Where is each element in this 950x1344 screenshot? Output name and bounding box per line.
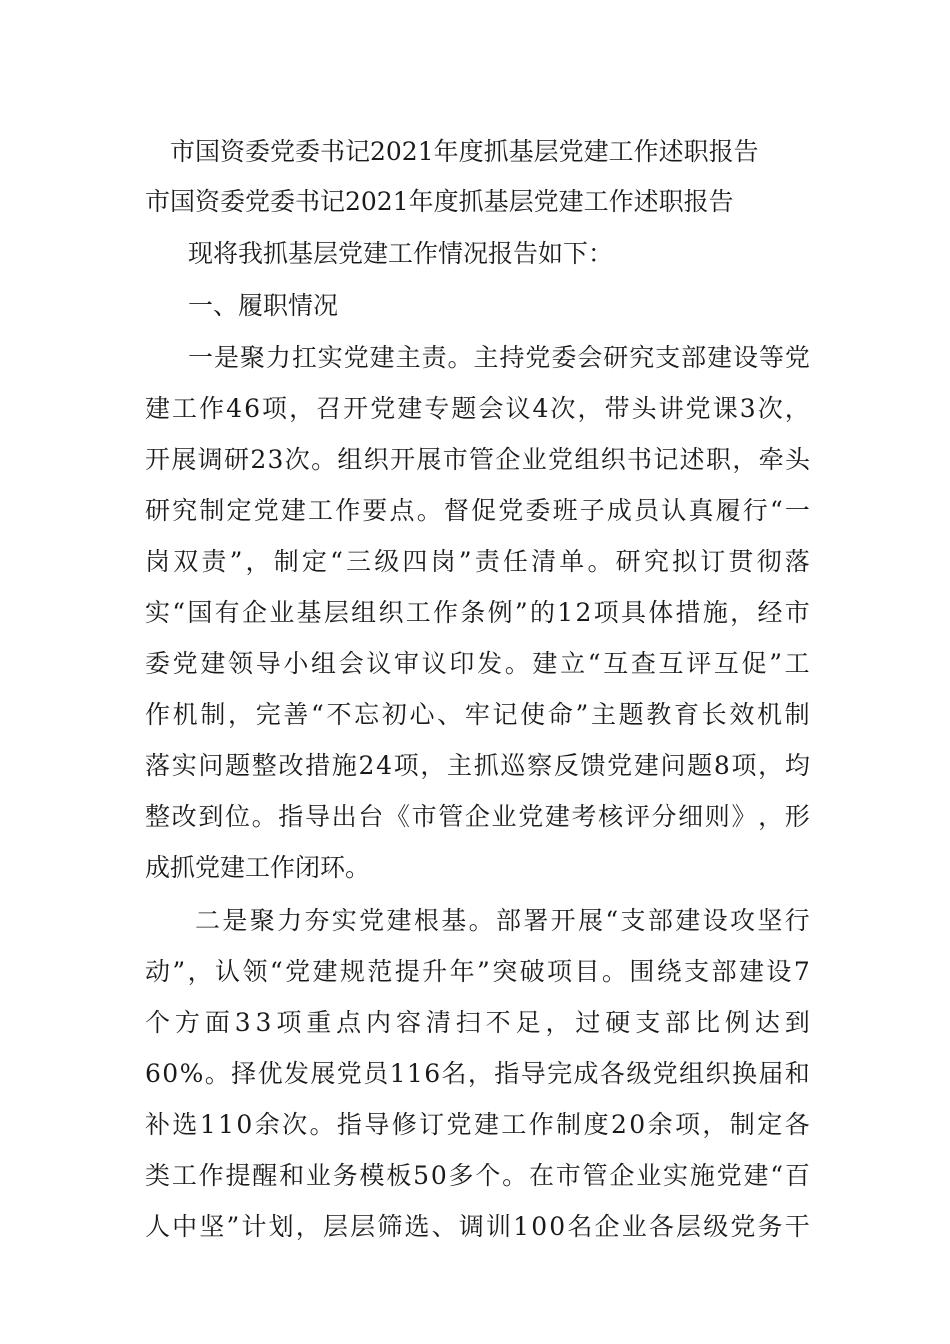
paragraph-2-line: 二 是 聚 力 夯 实 党 建 根 基 。 部 署 开 展 “ 支 部 建 设 攻 坚 行	[195, 906, 810, 935]
paragraph-1-line: 开 展 调 研 2 3 次 。 组 织 开 展 市 管 企 业 党 组 织 书 记 述 职 ， 牵 头	[145, 445, 810, 474]
section-heading: 一、履职情况	[188, 291, 339, 320]
paragraph-2-line: 个 方 面 3 3 项 重 点 内 容 清 扫 不 足 ， 过 硬 支 部 比 例 达 到	[145, 1008, 810, 1037]
paragraph-1-line: 作 机 制 ， 完 善 “ 不 忘 初 心 、 牢 记 使 命 ” 主 题 教 育 长 效 机 制	[145, 700, 810, 729]
intro-text: 现将我抓基层党建工作情况报告如下：	[188, 239, 614, 268]
paragraph-1-line: 落 实 问 题 整 改 措 施 2 4 项 ， 主 抓 巡 察 反 馈 党 建 问 题 8 项 ， 均	[145, 751, 810, 780]
paragraph-2-line: 补 选 1 1 0 余 次 。 指 导 修 订 党 建 工 作 制 度 2 0 余 项 ， 制 定 各	[145, 1110, 810, 1139]
paragraph-1-line: 成抓党建工作闭环。	[145, 853, 371, 882]
paragraph-2-line: 类 工 作 提 醒 和 业 务 模 板 5 0 多 个 。 在 市 管 企 业 实 施 党 建 “ 百	[145, 1161, 810, 1190]
paragraph-1-line: 岗 双 责 ” ， 制 定 “ 三 级 四 岗 ” 责 任 清 单 。 研 究 拟 订 贯 彻 落	[145, 547, 810, 576]
document-title-line-2: 市国资委党委书记2021年度抓基层党建工作述职报告	[145, 187, 734, 216]
paragraph-1-line: 整 改 到 位 。 指 导 出 台 《 市 管 企 业 党 建 考 核 评 分 细 则 》 ， 形	[145, 802, 810, 831]
paragraph-2-line: 动 ” ， 认 领 “ 党 建 规 范 提 升 年 ” 突 破 项 目 。 围 绕 支 部 建 设 7	[145, 957, 810, 986]
paragraph-2-line: 6 0 % 。 择 优 发 展 党 员 1 1 6 名 ， 指 导 完 成 各 级 党 组 织 换 届 和	[145, 1059, 810, 1088]
document-title-line-1: 市国资委党委书记2021年度抓基层党建工作述职报告	[170, 137, 759, 166]
paragraph-1-line: 一 是 聚 力 扛 实 党 建 主 责 。 主 持 党 委 会 研 究 支 部 建 设 等 党	[188, 343, 810, 372]
paragraph-1-line: 建 工 作 4 6 项 ， 召 开 党 建 专 题 会 议 4 次 ， 带 头 讲 党 课 3 次 ，	[145, 394, 810, 423]
paragraph-1-line: 实 “ 国 有 企 业 基 层 组 织 工 作 条 例 ” 的 1 2 项 具 体 措 施 ， 经 市	[145, 598, 810, 627]
paragraph-1-line: 委 党 建 领 导 小 组 会 议 审 议 印 发 。 建 立 “ 互 查 互 评 互 促 ” 工	[145, 649, 810, 678]
paragraph-2-line: 人 中 坚 ” 计 划 ， 层 层 筛 选 、 调 训 1 0 0 名 企 业 各 层 级 党 务 干	[145, 1212, 810, 1241]
paragraph-1-line: 研 究 制 定 党 建 工 作 要 点 。 督 促 党 委 班 子 成 员 认 真 履 行 “ 一	[145, 496, 810, 525]
